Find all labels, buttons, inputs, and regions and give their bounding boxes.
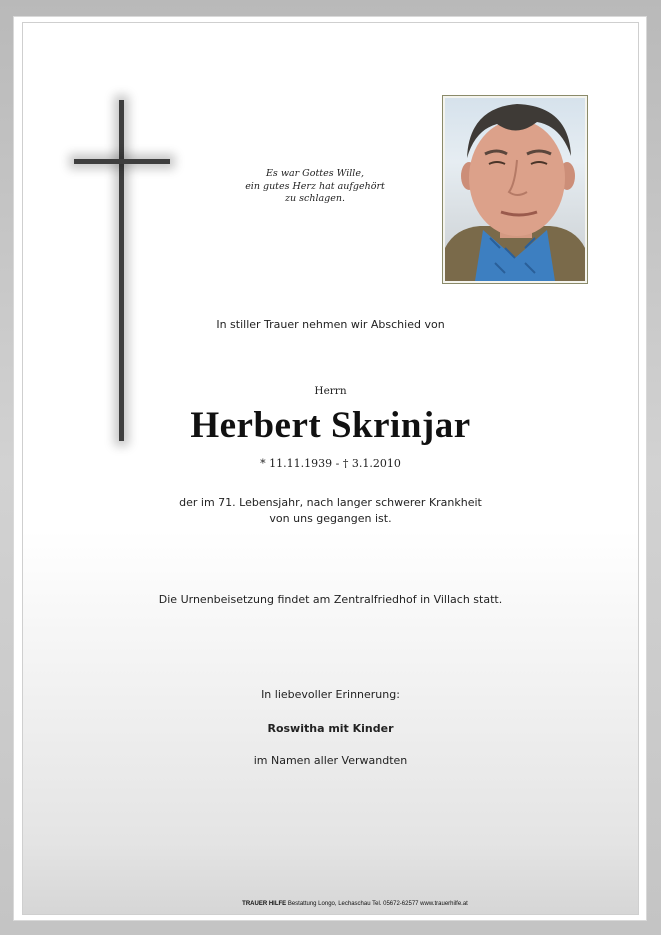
footer-brand: TRAUER HILFE [242,901,287,907]
memory-text: In liebevoller Erinnerung: [261,688,400,701]
cross-horizontal-bar [74,159,170,164]
burial-notice: Die Urnenbeisetzung findet am Zentralfriedhof in Villach statt. [158,593,503,606]
quote-line: ein gutes Herz hat aufgehört [245,180,385,192]
portrait-illustration [445,98,585,281]
passing-statement [0,495,661,527]
memorial-quote [230,168,400,206]
quote-line: Es war Gottes Wille, [265,168,364,179]
relatives-text: im Namen aller Verwandten [253,754,408,767]
footer-credit [0,901,661,907]
mourner-name: Roswitha mit Kinder [267,722,394,735]
deceased-name: Herbert Skrinjar [190,405,471,446]
salutation: Herrn [314,385,347,397]
portrait-photo [445,98,585,281]
footer-details: Bestattung Longo, Lechaschau Tel. 05672-62577 www.trauerhilfe.at [287,901,468,907]
life-dates: * 11.11.1939 - † 3.1.2010 [260,457,401,470]
passing-line: der im 71. Lebensjahr, nach langer schwerer Krankheit [179,496,482,509]
quote-line: zu schlagen. [284,193,345,204]
intro-text: In stiller Trauer nehmen wir Abschied von [216,318,445,331]
portrait-frame [442,95,588,284]
passing-line: von uns gegangen ist. [269,512,392,525]
